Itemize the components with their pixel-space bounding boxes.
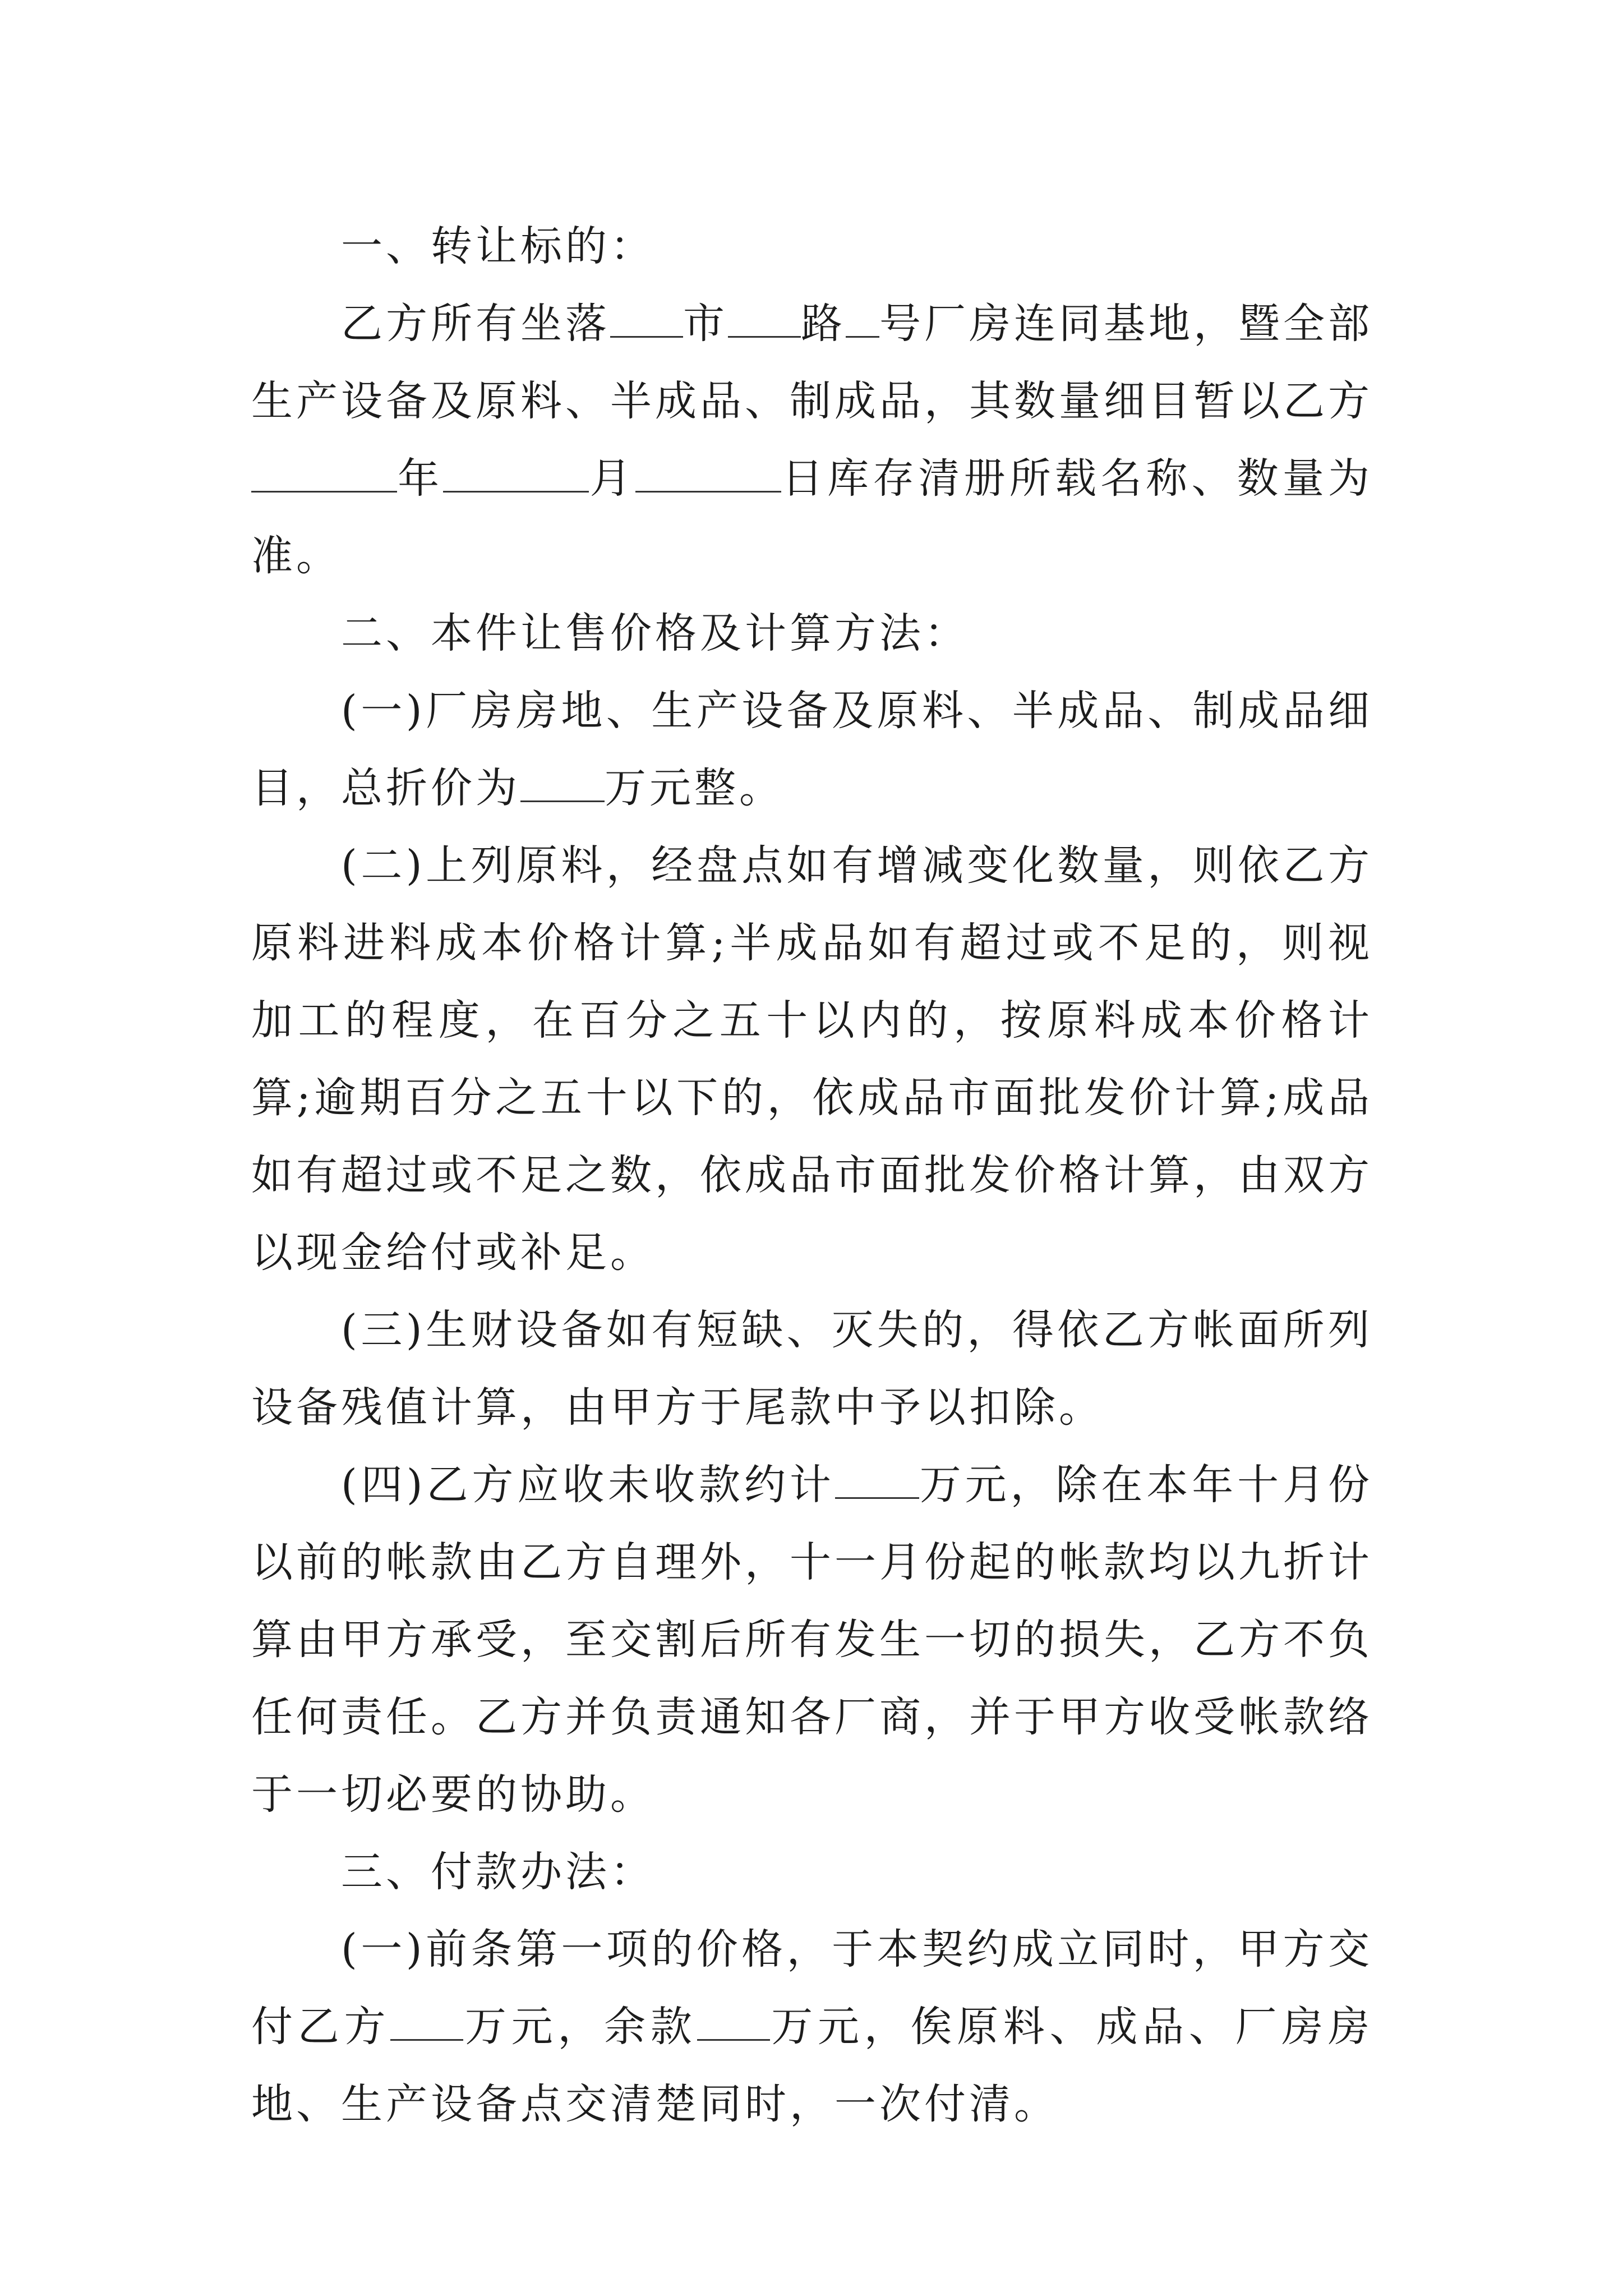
paragraph-price-2: (二)上列原料，经盘点如有增减变化数量，则依乙方原料进料成本价格计算;半成品如有超过或不足的，则视加工的程度，在百分之五十以内的，按原料成本价格计算;逾期百分之五十以下的，依成品市面批发价计算;成品如有超过或不足之数，依成品市面批发价格计算，由双方以现金给付或补足。	[251, 841, 1373, 1277]
text-segment: 乙方所有坐落	[341, 300, 610, 348]
text-segment: (一)前条第一项的价格，于本契约成立同时，甲方交付乙方	[251, 1925, 1373, 2051]
blank-month	[443, 455, 589, 493]
text-segment: (一)厂房房地、生产设备及原料、半成品、制成品细目，总折价为	[251, 687, 1373, 812]
section-heading-transfer-object: 一、转让标的：	[341, 222, 655, 270]
text-segment: 万元整。	[605, 764, 784, 812]
section-heading-price: 二、本件让售价格及计算方法：	[341, 609, 969, 657]
blank-year	[251, 455, 397, 493]
paragraph-price-3: (三)生财设备如有短缺、灭失的，得依乙方帐面所列设备残值计算，由甲方于尾款中予以扣除。	[251, 1306, 1373, 1432]
paragraph-payment-1	[251, 1911, 1373, 2143]
text-segment: 路	[801, 300, 846, 348]
blank-balance	[697, 2003, 770, 2041]
text-segment: 月	[589, 454, 635, 503]
text-segment: 号厂房连同基地，暨全部生产设备及原料、半成品、制成品，其数量细目暂以乙方	[251, 300, 1373, 425]
paragraph-price-1	[251, 672, 1373, 827]
blank-road	[728, 300, 801, 338]
text-segment: 万元，除在本年十月份以前的帐款由乙方自理外，十一月份起的帐款均以九折计算由甲方承受，至交割后所有发生一切的损失，乙方不负任何责任。乙方并负责通知各厂商，并于甲方收受帐款络于一切必要的协助。	[251, 1461, 1373, 1819]
section-heading-payment: 三、付款办法：	[341, 1848, 655, 1896]
blank-number	[846, 300, 879, 338]
document-body	[251, 208, 1373, 2143]
text-segment: 市	[683, 300, 728, 348]
blank-first-payment	[390, 2003, 463, 2041]
blank-day	[635, 455, 781, 493]
text-segment: 万元，余款	[463, 2003, 697, 2051]
text-segment: 万元，俟原料、成品、厂房房地、生产设备点交清楚同时，一次付清。	[251, 2003, 1373, 2128]
text-segment: 年	[397, 454, 444, 503]
blank-receivables	[835, 1461, 919, 1499]
blank-city	[610, 300, 683, 338]
paragraph-price-4	[251, 1446, 1373, 1833]
paragraph-transfer-object	[251, 285, 1373, 595]
blank-total-price	[520, 765, 605, 802]
text-segment: 日库存清册所载名称、数量为准。	[251, 454, 1373, 580]
text-segment: (四)乙方应收未收款约计	[341, 1461, 835, 1509]
